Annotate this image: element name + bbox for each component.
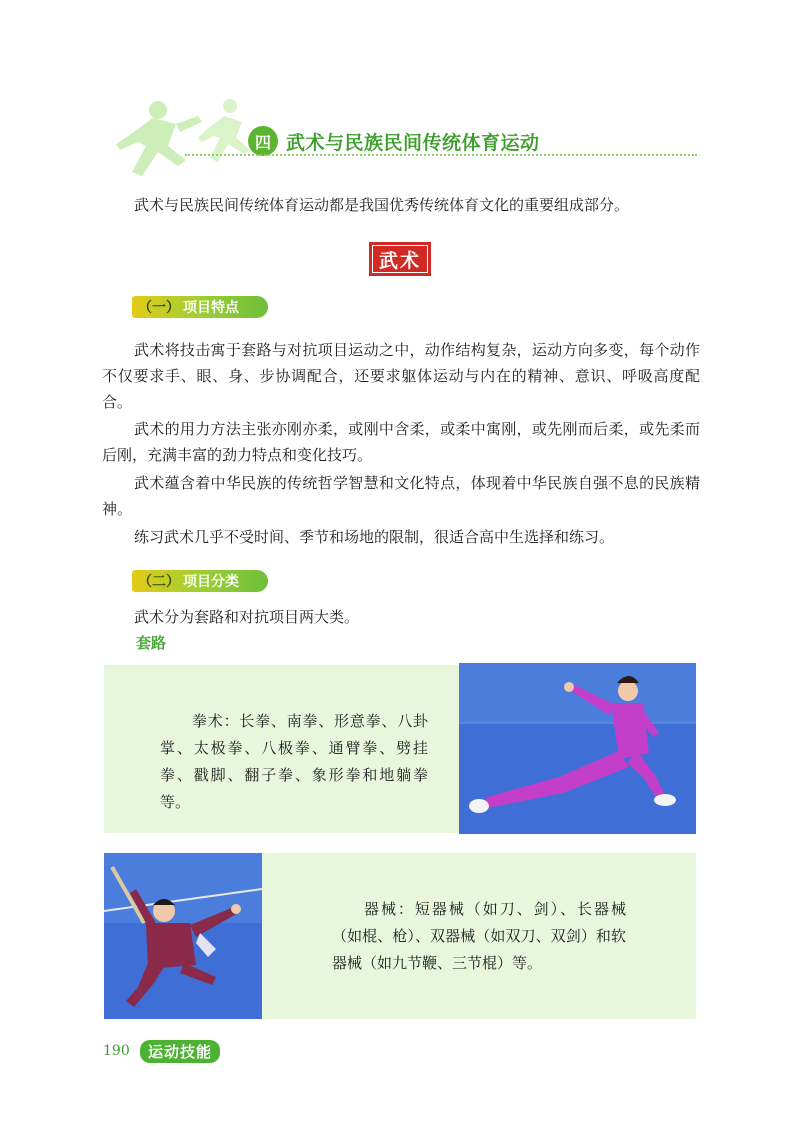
part2-label: 项目分类 (183, 574, 239, 590)
part1-paragraph-4: 练习武术几乎不受时间、季节和场地的限制，很适合高中生选择和练习。 (134, 528, 615, 546)
seal-text: 武术 (372, 245, 428, 273)
part2-tag (132, 570, 268, 592)
section-number-badge: 四 (248, 126, 278, 156)
part1-tag (132, 296, 268, 318)
section-header (248, 126, 540, 156)
qixie-panel (262, 853, 696, 1019)
wushu-seal-title (369, 242, 431, 276)
intro-paragraph: 武术与民族民间传统体育运动都是我国优秀传统体育文化的重要组成部分。 (134, 196, 630, 214)
part2-intro: 武术分为套路和对抗项目两大类。 (134, 608, 360, 626)
section-title: 武术与民族民间传统体育运动 (286, 131, 540, 154)
part1-paragraph-3: 武术蕴含着中华民族的传统哲学智慧和文化特点，体现着中华民族自强不息的民族精神。 (102, 474, 700, 518)
runner-silhouette-icon (98, 96, 258, 188)
part1-number: （一） (138, 300, 180, 316)
qixie-text: 器械：短器械（如刀、剑）、长器械（如棍、枪）、双器械（如双刀、双剑）和软器械（如九节鞭、三节棍）等。 (332, 900, 626, 972)
footer-chapter-label: 运动技能 (140, 1040, 220, 1063)
quanshu-athlete-photo (459, 663, 696, 834)
page-number: 190 (103, 1043, 130, 1059)
header-divider (185, 154, 697, 156)
part1-label: 项目特点 (183, 300, 239, 316)
part1-paragraph-1: 武术将技击寓于套路与对抗项目运动之中，动作结构复杂，运动方向多变，每个动作不仅要求手、眼、身、步协调配合，还要求躯体运动与内在的精神、意识、呼吸高度配合。 (102, 341, 700, 411)
quanshu-text: 拳术：长拳、南拳、形意拳、八卦掌、太极拳、八极拳、通臂拳、劈挂拳、戳脚、翻子拳、象形拳和地躺拳等。 (160, 712, 428, 811)
qixie-athlete-photo (104, 853, 262, 1019)
part2-number: （二） (138, 574, 180, 590)
quanshu-panel (104, 665, 459, 833)
part1-paragraph-2: 武术的用力方法主张亦刚亦柔，或刚中含柔，或柔中寓刚，或先刚而后柔，或先柔而后刚，充满丰富的劲力特点和变化技巧。 (102, 420, 700, 464)
taolu-subheading: 套路 (136, 634, 167, 652)
